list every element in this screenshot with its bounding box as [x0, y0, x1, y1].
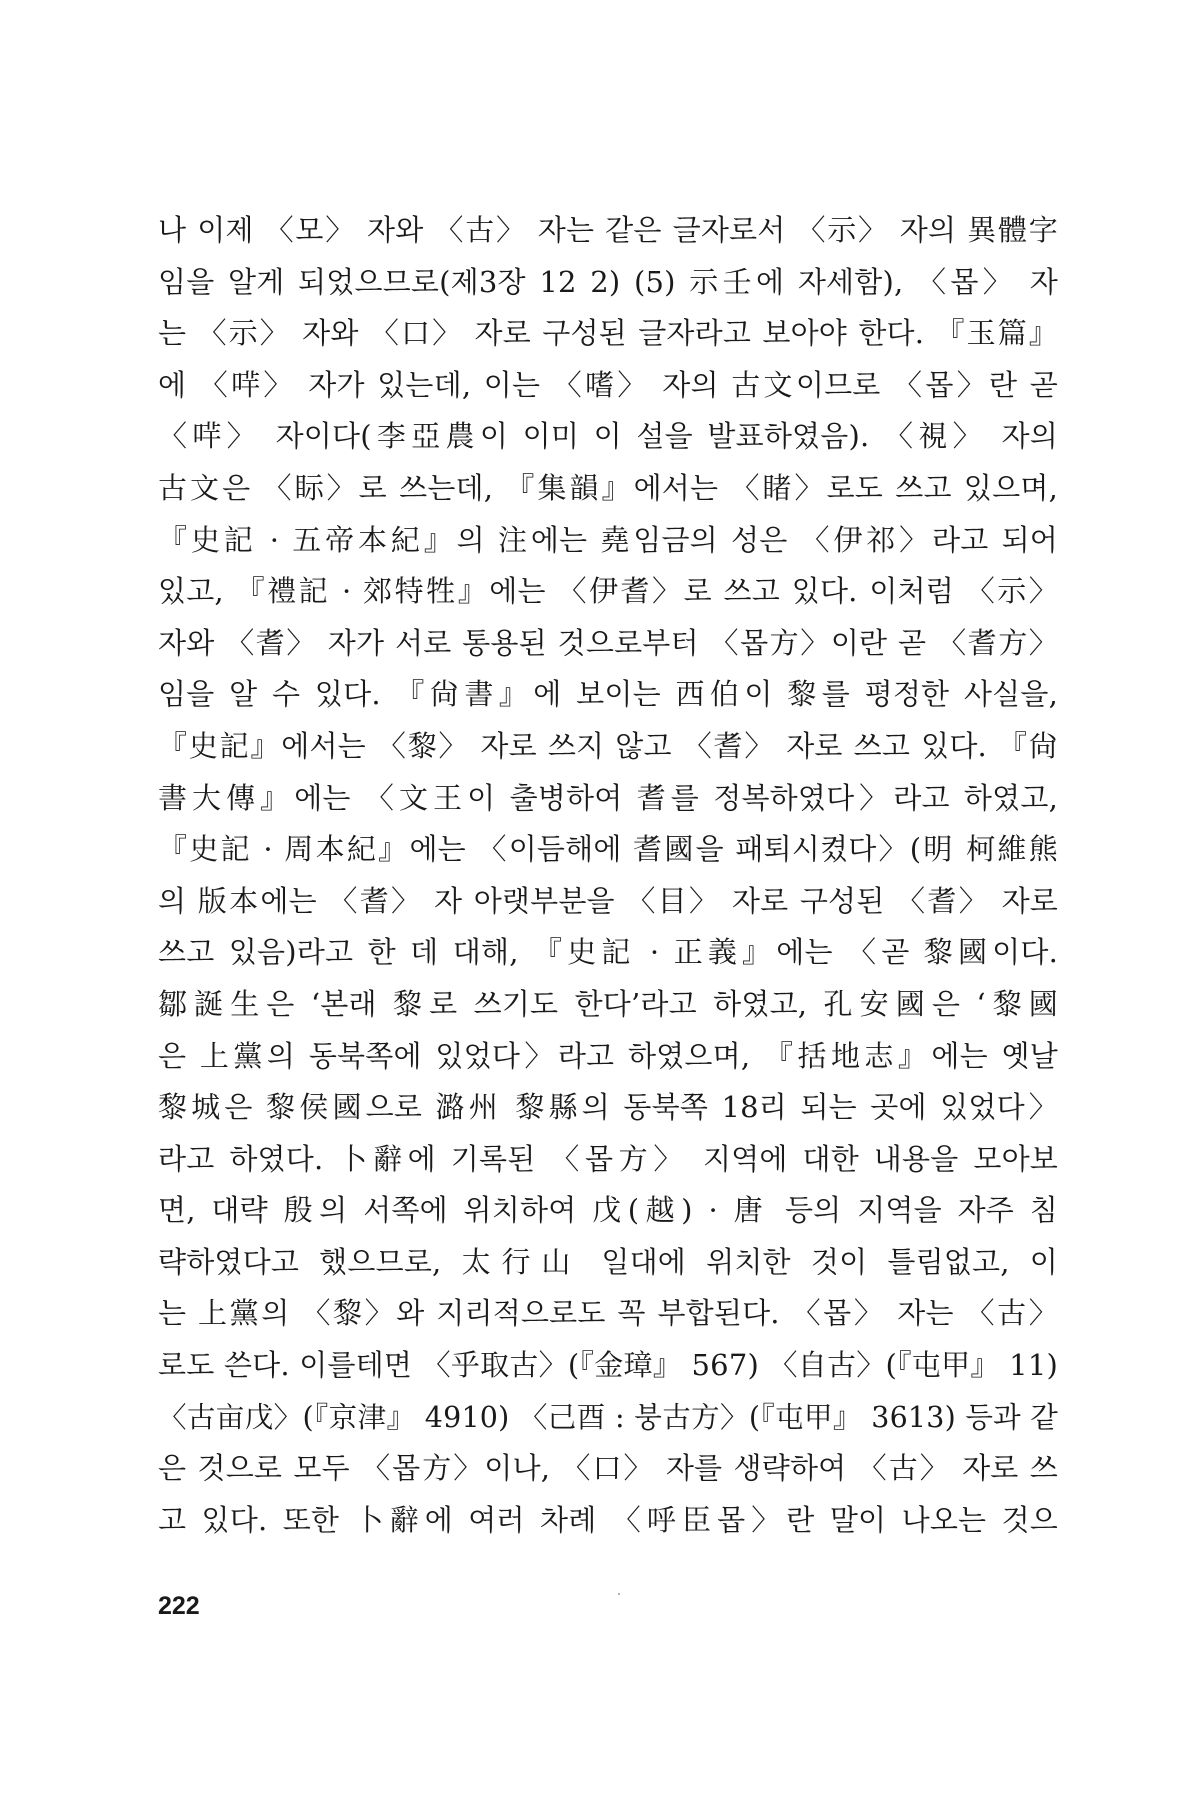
text-line: 임을 알게 되었으므로(제3장 12 2) (5) 示壬에 자세함), 〈몹〉 자	[158, 264, 1058, 299]
text-line: 〈古亩戊〉(『京津』 4910) 〈己酉 : 붕古方〉(『屯甲』 3613) 등과 같	[158, 1400, 1058, 1434]
text-line: 나 이제 〈모〉 자와 〈古〉 자는 같은 글자로서 〈示〉 자의 異體字	[158, 213, 1058, 247]
text-line: 『史記』에서는 〈黎〉 자로 쓰지 않고 〈耆〉 자로 쓰고 있다. 『尙	[158, 728, 1058, 763]
text-line: 쓰고 있음)라고 한 데 대해, 『史記 · 正義』에는 〈곧 黎國이다.	[158, 935, 1058, 970]
text-line: 면, 대략 殷의 서쪽에 위치하여 戊(越) · 唐 등의 지역을 자주 침	[158, 1193, 1058, 1228]
text-line: 자와 〈耆〉 자가 서로 통용된 것으로부터 〈몹方〉이란 곧 〈耆方〉	[158, 625, 1058, 660]
text-line: 는 〈示〉 자와 〈口〉 자로 구성된 글자라고 보아야 한다. 『玉篇』	[158, 316, 1058, 351]
page-number: 222	[158, 1592, 200, 1620]
text-line: 〈哶〉 자이다(李亞農이 이미 이 설을 발표하였음). 〈視〉 자의	[158, 419, 1058, 454]
text-line: 古文은 〈眎〉로 쓰는데, 『集韻』에서는 〈睹〉로도 쓰고 있으며,	[158, 470, 1058, 505]
scan-speck	[618, 1593, 620, 1595]
text-line: 鄒誕生은 ‘본래 黎로 쓰기도 한다’라고 하였고, 孔安國은 ‘黎國	[158, 986, 1058, 1021]
text-line: 書大傳』에는 〈文王이 출병하여 耆를 정복하였다〉라고 하였고,	[158, 780, 1058, 815]
text-line: 은 上黨의 동북쪽에 있었다〉라고 하였으며, 『括地志』에는 옛날	[158, 1038, 1058, 1073]
text-line: 로도 쓴다. 이를테면 〈乎取古〉(『金璋』 567) 〈自古〉(『屯甲』 11)	[158, 1348, 1058, 1383]
text-line: 『史記 · 五帝本紀』의 注에는 堯임금의 성은 〈伊祁〉라고 되어	[158, 522, 1058, 557]
text-line: 략하였다고 했으므로, 太行山 일대에 위치한 것이 틀림없고, 이	[158, 1244, 1058, 1279]
text-line: 의 版本에는 〈耆〉 자 아랫부분을 〈目〉 자로 구성된 〈耆〉 자로	[158, 883, 1058, 918]
text-line: 고 있다. 또한 卜辭에 여러 차례 〈呼臣몹〉란 말이 나오는 것으	[158, 1502, 1058, 1537]
text-line: 『史記 · 周本紀』에는 〈이듬해에 耆國을 패퇴시켰다〉(明 柯維熊	[158, 832, 1058, 867]
text-line: 있고, 『禮記 · 郊特牲』에는 〈伊耆〉로 쓰고 있다. 이처럼 〈示〉	[158, 574, 1058, 609]
text-line: 黎城은 黎侯國으로 潞州 黎縣의 동북쪽 18리 되는 곳에 있었다〉	[158, 1090, 1058, 1125]
body-text	[158, 205, 1058, 1546]
text-line: 에 〈哶〉 자가 있는데, 이는 〈嗜〉 자의 古文이므로 〈몹〉란 곧	[158, 367, 1058, 402]
text-line: 은 것으로 모두 〈몹方〉이나, 〈口〉 자를 생략하여 〈古〉 자로 쓰	[158, 1451, 1058, 1486]
text-line: 임을 알 수 있다. 『尙書』에 보이는 西伯이 黎를 평정한 사실을,	[158, 677, 1058, 712]
text-line: 라고 하였다. 卜辭에 기록된 〈몹方〉 지역에 대한 내용을 모아보	[158, 1141, 1058, 1176]
text-line: 는 上黨의 〈黎〉와 지리적으로도 꼭 부합된다. 〈몹〉 자는 〈古〉	[158, 1296, 1058, 1331]
